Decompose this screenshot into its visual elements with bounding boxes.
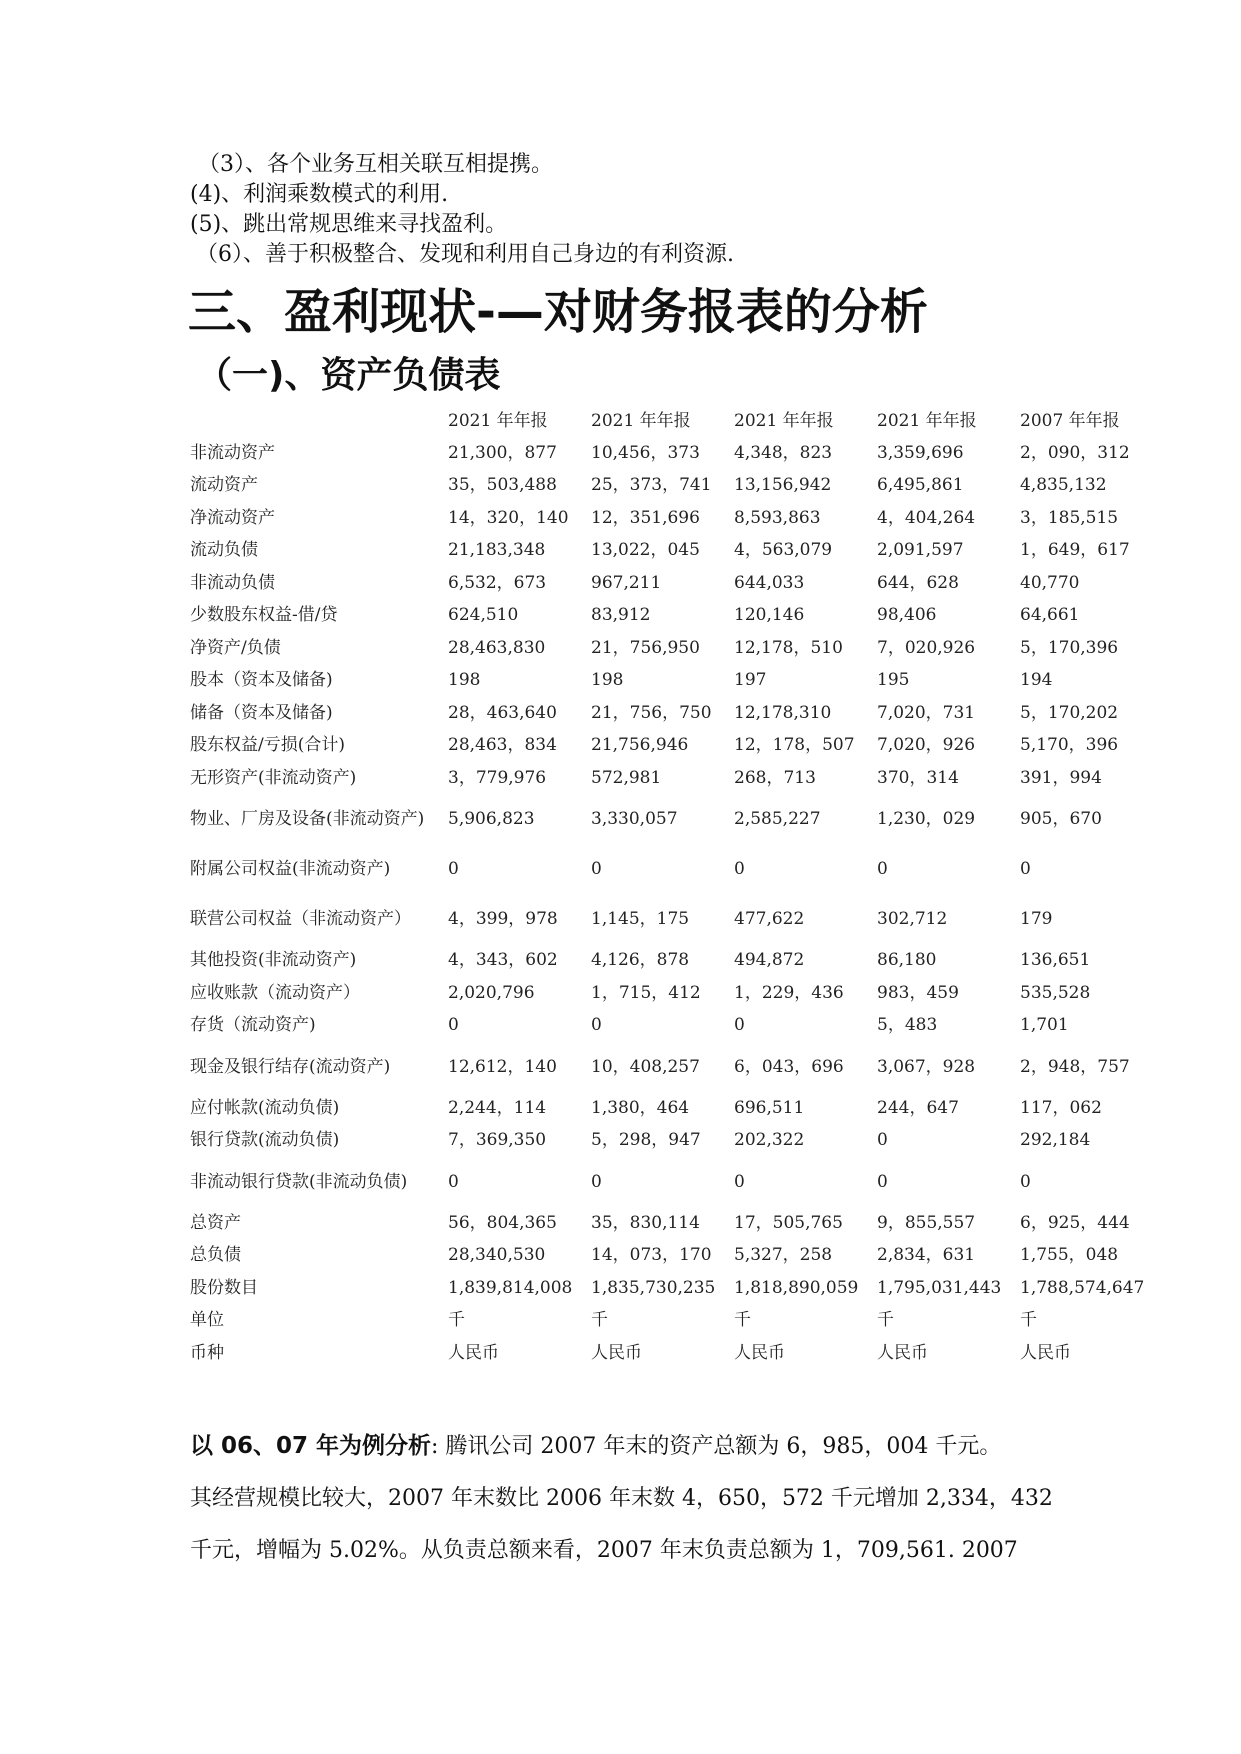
table-cell: 6,495,861 (877, 475, 964, 496)
analysis-lead: 以 06、07 年为例分析 (190, 1433, 432, 1459)
table-cell: 117，062 (1020, 1097, 1102, 1118)
table-cell: 5，170,202 (1020, 702, 1119, 723)
row-label: 无形资产(非流动资产) (190, 767, 357, 788)
table-cell: 4，404,264 (877, 507, 976, 528)
row-label: 应付帐款(流动负债) (190, 1097, 340, 1118)
table-cell: 292,184 (1020, 1130, 1091, 1151)
table-cell: 4,348，823 (734, 442, 833, 463)
table-cell: 7，020,926 (877, 637, 976, 658)
table-row (190, 1157, 1163, 1207)
table-cell: 535,528 (1020, 982, 1091, 1003)
table-cell: 3,067，928 (877, 1056, 976, 1077)
table-cell: 1,839,814,008 (448, 1277, 573, 1298)
table-cell: 28，463,640 (448, 702, 557, 723)
table-cell: 6，925，444 (1020, 1212, 1130, 1233)
row-label: 净资产/负债 (190, 637, 281, 658)
table-cell: 35，503,488 (448, 475, 557, 496)
strategy-list (190, 150, 734, 270)
table-cell: 千 (591, 1310, 608, 1331)
table-row (190, 730, 1163, 763)
table-cell: 198 (591, 670, 624, 691)
table-cell: 477,622 (734, 909, 805, 929)
table-cell: 0 (448, 859, 459, 879)
table-cell: 202,322 (734, 1130, 805, 1151)
table-cell: 195 (877, 670, 910, 691)
table-cell: 4，563,079 (734, 540, 833, 561)
header-cell-label (190, 405, 448, 437)
table-cell: 1,380，464 (591, 1097, 690, 1118)
table-row (190, 1092, 1163, 1125)
table-cell: 21，756,950 (591, 637, 700, 658)
table-cell: 302,712 (877, 909, 948, 929)
table-cell: 4，343，602 (448, 950, 558, 971)
table-cell: 12，178，507 (734, 735, 855, 756)
table-cell: 4，399，978 (448, 909, 558, 929)
table-cell: 28,340,530 (448, 1245, 546, 1266)
table-cell: 83,912 (591, 605, 651, 626)
table-cell: 2，090，312 (1020, 442, 1130, 463)
table-row (190, 945, 1163, 978)
table-cell: 人民币 (591, 1342, 642, 1363)
table-row (190, 1125, 1163, 1158)
row-label: 储备（资本及储备) (190, 702, 333, 723)
table-cell: 905，670 (1020, 809, 1102, 829)
table-cell: 6,532，673 (448, 572, 547, 593)
table-cell: 179 (1020, 909, 1053, 929)
table-cell: 2,834，631 (877, 1245, 976, 1266)
row-label: 股东权益/亏损(合计) (190, 735, 345, 756)
table-cell: 13,022，045 (591, 540, 700, 561)
table-cell: 5，298，947 (591, 1130, 701, 1151)
row-label: 单位 (190, 1310, 224, 1331)
table-cell: 1,818,890,059 (734, 1277, 859, 1298)
table-cell: 0 (877, 1171, 888, 1192)
table-cell: 268，713 (734, 767, 816, 788)
table-cell: 3,330,057 (591, 809, 678, 829)
table-cell: 0 (1020, 859, 1031, 879)
table-cell: 624,510 (448, 605, 519, 626)
row-label: 物业、厂房及设备(非流动资产) (190, 809, 425, 829)
table-cell: 10，408,257 (591, 1056, 700, 1077)
table-cell: 644,033 (734, 572, 805, 593)
table-cell: 0 (734, 1015, 745, 1036)
row-label: 总资产 (190, 1212, 241, 1233)
table-cell: 1,230，029 (877, 809, 976, 829)
table-cell: 136,651 (1020, 950, 1091, 971)
table-cell: 86,180 (877, 950, 937, 971)
table-cell: 14，320，140 (448, 507, 569, 528)
table-cell: 0 (591, 1171, 602, 1192)
table-row (190, 1240, 1163, 1273)
table-cell: 4,835,132 (1020, 475, 1107, 496)
table-cell: 494,872 (734, 950, 805, 971)
table-cell: 0 (734, 1171, 745, 1192)
table-cell: 0 (448, 1015, 459, 1036)
analysis-line-3: 千元，增幅为 5.02%。从负责总额来看，2007 年末负责总额为 1，709,561. 2007 (190, 1538, 1018, 1563)
table-cell: 千 (877, 1310, 894, 1331)
row-label: 流动资产 (190, 475, 258, 496)
table-cell: 5,906,823 (448, 809, 535, 829)
table-cell: 1,701 (1020, 1015, 1069, 1036)
table-cell: 696,511 (734, 1097, 805, 1118)
table-cell: 1，649，617 (1020, 540, 1130, 561)
table-cell: 120,146 (734, 605, 805, 626)
table-cell: 1，229，436 (734, 982, 844, 1003)
table-cell: 2，948，757 (1020, 1056, 1130, 1077)
table-cell: 21，756，750 (591, 702, 712, 723)
table-cell: 8,593,863 (734, 507, 821, 528)
table-row (190, 1042, 1163, 1092)
table-cell: 3，779,976 (448, 767, 547, 788)
table-cell: 5，170,396 (1020, 637, 1119, 658)
table-cell: 2,244，114 (448, 1097, 547, 1118)
analysis-paragraph (190, 1420, 1090, 1577)
row-label: 流动负债 (190, 540, 258, 561)
table-cell: 人民币 (734, 1342, 785, 1363)
row-label: 总负债 (190, 1245, 241, 1266)
balance-sheet-table (190, 405, 1163, 1370)
table-cell: 0 (877, 859, 888, 879)
table-row (190, 600, 1163, 633)
row-label: 股份数目 (190, 1277, 258, 1298)
table-cell: 40,770 (1020, 572, 1080, 593)
table-cell: 194 (1020, 670, 1053, 691)
table-cell: 0 (591, 1015, 602, 1036)
subsection-title: （一)、资产负债表 (196, 355, 501, 396)
table-cell: 1,145，175 (591, 909, 690, 929)
table-row (190, 470, 1163, 503)
table-cell: 3，185,515 (1020, 507, 1119, 528)
list-item: (4)、利润乘数模式的利用. (190, 182, 449, 207)
table-cell: 28,463,830 (448, 637, 546, 658)
table-cell: 56，804,365 (448, 1212, 557, 1233)
table-cell: 7,020，731 (877, 702, 976, 723)
header-cell-year: 2021 年年报 (591, 410, 691, 431)
table-cell: 2,091,597 (877, 540, 964, 561)
table-cell: 1,788,574,647 (1020, 1277, 1145, 1298)
section-title: 三、盈利现状-—对财务报表的分析 (188, 284, 928, 340)
table-cell: 人民币 (1020, 1342, 1071, 1363)
table-row (190, 502, 1163, 535)
table-row (190, 845, 1163, 895)
table-row (190, 437, 1163, 470)
table-row (190, 1272, 1163, 1305)
table-cell: 1,755，048 (1020, 1245, 1119, 1266)
table-cell: 12，351,696 (591, 507, 700, 528)
analysis-line-1-text: : 腾讯公司 2007 年末的资产总额为 6，985，004 千元。 (431, 1434, 1002, 1459)
table-cell: 391，994 (1020, 767, 1102, 788)
table-cell: 14，073，170 (591, 1245, 712, 1266)
table-cell: 197 (734, 670, 767, 691)
table-row (190, 1207, 1163, 1240)
table-cell: 千 (448, 1310, 465, 1331)
row-label: 股本（资本及储备) (190, 670, 333, 691)
row-label: 净流动资产 (190, 507, 275, 528)
table-cell: 5，483 (877, 1015, 938, 1036)
table-cell: 9，855,557 (877, 1212, 976, 1233)
table-cell: 6，043，696 (734, 1056, 844, 1077)
table-cell: 1，715，412 (591, 982, 701, 1003)
row-label: 非流动负债 (190, 572, 275, 593)
row-label: 应收账款（流动资产） (190, 982, 360, 1003)
row-label: 少数股东权益-借/贷 (190, 605, 338, 626)
table-cell: 25，373，741 (591, 475, 712, 496)
table-cell: 644，628 (877, 572, 959, 593)
table-row (190, 697, 1163, 730)
header-cell-year: 2007 年年报 (1020, 410, 1120, 431)
list-item: （3）、各个业务互相关联互相提携。 (198, 152, 553, 177)
list-item: （6）、善于积极整合、发现和利用自己身边的有利资源. (196, 242, 734, 267)
table-cell: 98,406 (877, 605, 937, 626)
analysis-line-1 (190, 1420, 1090, 1473)
table-row (190, 632, 1163, 665)
list-item: (5)、跳出常规思维来寻找盈利。 (190, 212, 508, 237)
table-cell: 0 (734, 859, 745, 879)
table-cell: 198 (448, 670, 481, 691)
table-row (190, 795, 1163, 845)
row-label: 币种 (190, 1342, 224, 1363)
table-row (190, 567, 1163, 600)
table-cell: 人民币 (448, 1342, 499, 1363)
row-label: 附属公司权益(非流动资产) (190, 859, 391, 879)
header-cell-year: 2021 年年报 (448, 410, 548, 431)
table-cell: 370，314 (877, 767, 959, 788)
table-cell: 17，505,765 (734, 1212, 843, 1233)
header-cell-year: 2021 年年报 (734, 410, 834, 431)
table-cell: 1,795,031,443 (877, 1277, 1002, 1298)
table-cell: 5,170，396 (1020, 735, 1119, 756)
table-cell: 12,178,310 (734, 702, 832, 723)
table-cell: 2,020,796 (448, 982, 535, 1003)
row-label: 非流动银行贷款(非流动负债) (190, 1171, 408, 1192)
row-label: 其他投资(非流动资产) (190, 950, 357, 971)
table-cell: 0 (1020, 1171, 1031, 1192)
table-cell: 千 (1020, 1310, 1037, 1331)
table-row (190, 895, 1163, 945)
table-cell: 2,585,227 (734, 809, 821, 829)
row-label: 联营公司权益（非流动资产） (190, 909, 411, 929)
table-row (190, 535, 1163, 568)
table-cell: 967,211 (591, 572, 662, 593)
table-row (190, 1010, 1163, 1043)
table-cell: 0 (877, 1130, 888, 1151)
table-cell: 21,183,348 (448, 540, 546, 561)
table-cell: 1,835,730,235 (591, 1277, 716, 1298)
table-cell: 21,300，877 (448, 442, 557, 463)
header-cell-year: 2021 年年报 (877, 410, 977, 431)
table-cell: 983，459 (877, 982, 959, 1003)
table-cell: 7，369,350 (448, 1130, 547, 1151)
table-cell: 12,612，140 (448, 1056, 557, 1077)
table-cell: 3,359,696 (877, 442, 964, 463)
table-header (190, 405, 1163, 437)
table-cell: 千 (734, 1310, 751, 1331)
table-cell: 13,156,942 (734, 475, 832, 496)
table-cell: 10,456，373 (591, 442, 700, 463)
table-cell: 35，830,114 (591, 1212, 700, 1233)
table-cell: 7,020，926 (877, 735, 976, 756)
table-row (190, 762, 1163, 795)
table-cell: 64,661 (1020, 605, 1080, 626)
table-cell: 572,981 (591, 767, 662, 788)
table-cell: 21,756,946 (591, 735, 689, 756)
table-row (190, 1337, 1163, 1370)
table-cell: 4,126，878 (591, 950, 690, 971)
row-label: 非流动资产 (190, 442, 275, 463)
table-cell: 人民币 (877, 1342, 928, 1363)
table-cell: 244，647 (877, 1097, 959, 1118)
table-body (190, 437, 1163, 1370)
table-cell: 0 (448, 1171, 459, 1192)
row-label: 银行贷款(流动负债) (190, 1130, 340, 1151)
table-cell: 5,327，258 (734, 1245, 833, 1266)
table-row (190, 665, 1163, 698)
table-cell: 12,178，510 (734, 637, 843, 658)
table-cell: 28,463，834 (448, 735, 557, 756)
table-cell: 0 (591, 859, 602, 879)
header-row (190, 405, 1163, 437)
table-row (190, 1305, 1163, 1338)
row-label: 现金及银行结存(流动资产) (190, 1056, 391, 1077)
table-row (190, 977, 1163, 1010)
row-label: 存货（流动资产) (190, 1015, 316, 1036)
analysis-line-2: 其经营规模比较大，2007 年末数比 2006 年末数 4，650，572 千元增加 2,334，432 (190, 1486, 1053, 1511)
